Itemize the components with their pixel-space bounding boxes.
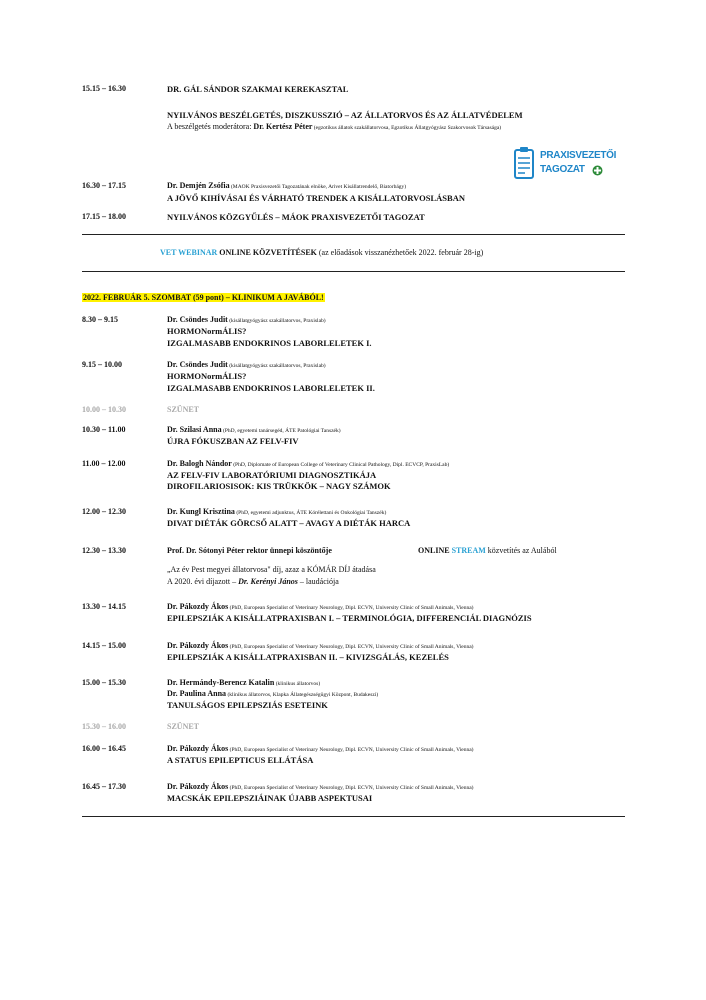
speaker-affiliation: (PhD, European Specialist of Veterinary Neurology, Dipl. ECVN, University Clinic of Small Animals, Vienna) <box>228 785 474 791</box>
speaker-name: Dr. Pákozdy Ákos <box>167 602 229 611</box>
clipboard-cross-icon <box>513 146 537 180</box>
session-title: NYILVÁNOS KÖZGYŰLÉS – MÁOK PRAXISVEZETŐI TAGOZAT <box>167 212 425 222</box>
speaker-name: Dr. Csöndes Judit <box>167 360 228 369</box>
speaker-line <box>167 181 406 190</box>
speaker-name: Dr. Pákozdy Ákos <box>167 744 229 753</box>
laudation-suffix: – laudációja <box>297 577 339 586</box>
online-label: ONLINE <box>418 546 452 555</box>
moderator-prefix: A beszélgetés moderátora: <box>167 122 254 131</box>
session-title: ÚJRA FÓKUSZBAN AZ FELV-FIV <box>167 436 299 446</box>
time-slot: 16.00 – 16.45 <box>82 744 126 753</box>
time-slot: 14.15 – 15.00 <box>82 641 126 650</box>
time-slot: 10.00 – 10.30 <box>82 405 126 414</box>
speaker-line <box>167 360 326 369</box>
webinar-label: WEBINAR <box>178 248 218 257</box>
session-title: DR. GÁL SÁNDOR SZAKMAI KEREKASZTAL <box>167 84 349 94</box>
speaker-affiliation: (PhD, European Specialist of Veterinary Neurology, Dipl. ECVN, University Clinic of Small Animals, Vienna) <box>228 605 474 611</box>
session-title: HORMONormÁLIS? <box>167 326 247 336</box>
speaker-line <box>167 507 386 516</box>
speaker-affiliation: (kisállatgyógyász szakállatorvos, Praxislab) <box>227 363 326 369</box>
session-title: HORMONormÁLIS? <box>167 371 247 381</box>
speaker-affiliation: (PhD, European Specialist of Veterinary Neurology, Dipl. ECVN, University Clinic of Small Animals, Vienna) <box>228 644 474 650</box>
speaker-line <box>167 641 473 650</box>
divider <box>82 816 625 817</box>
speaker-line <box>167 315 326 324</box>
time-slot: 15.15 – 16.30 <box>82 84 126 93</box>
session-title: A JÖVŐ KIHÍVÁSAI ÉS VÁRHATÓ TRENDEK A KISÁLLATORVOSLÁSBAN <box>167 193 465 203</box>
session-title: EPILEPSZIÁK A KISÁLLATPRAXISBAN II. – KIVIZSGÁLÁS, KEZELÉS <box>167 652 449 662</box>
session-title: TANULSÁGOS EPILEPSZIÁS ESETEINK <box>167 700 328 710</box>
award-line: „Az év Pest megyei állatorvosa" díj, azaz a KÓMÁR DÍJ átadása <box>167 565 376 574</box>
stream-location: közvetítés az Aulából <box>485 546 557 555</box>
time-slot: 12.30 – 13.30 <box>82 546 126 555</box>
time-slot: 16.45 – 17.30 <box>82 782 126 791</box>
plus-circle-icon <box>592 165 603 176</box>
speaker-line <box>167 678 320 687</box>
moderator-line <box>167 122 501 131</box>
speaker-name: Dr. Pákozdy Ákos <box>167 641 229 650</box>
laudation-prefix: A 2020. évi díjazott – <box>167 577 239 586</box>
online-stream-note <box>418 546 557 555</box>
time-slot: 16.30 – 17.15 <box>82 181 126 190</box>
time-slot: 17.15 – 18.00 <box>82 212 126 221</box>
speaker-line <box>167 425 341 434</box>
speaker-affiliation: (MAOK Praxisvezetői Tagozatának elnöke, Arivet Kisállatrendelő, Biatorbágy) <box>229 184 407 190</box>
speaker-affiliation: (PhD, European Specialist of Veterinary Neurology, Dipl. ECVN, University Clinic of Small Animals, Vienna) <box>228 747 474 753</box>
laureate-name: Dr. Kerényi János <box>238 577 298 586</box>
session-title: EPILEPSZIÁK A KISÁLLATPRAXISBAN I. – TERMINOLÓGIA, DIFFERENCIÁL DIAGNÓZIS <box>167 613 532 623</box>
speaker-affiliation: (PhD, Diplomate of European College of Veterinary Clinical Pathology, Dipl. ECVCP, PraxisLab) <box>231 462 450 468</box>
speaker-line <box>167 459 449 468</box>
session-title: DIROFILARIOSISOK: KIS TRÜKKÖK – NAGY SZÁMOK <box>167 481 391 491</box>
logo-line-1: PRAXISVEZETŐI <box>540 150 617 161</box>
session-title: A STATUS EPILEPTICUS ELLÁTÁSA <box>167 755 314 765</box>
break-label: SZÜNET <box>167 722 200 731</box>
webinar-rest: ONLINE KÖZVETÍTÉSEK <box>217 248 317 257</box>
session-title: NYILVÁNOS BESZÉLGETÉS, DISZKUSSZIÓ – AZ ÁLLATORVOS ÉS AZ ÁLLATVÉDELEM <box>167 110 523 120</box>
speaker-affiliation: (PhD, egyetemi adjunktus, ÁTE Kórélettani és Onkológiai Tanszék) <box>234 510 387 516</box>
laudation-line <box>167 577 339 586</box>
speaker-name: Dr. Paulina Anna <box>167 689 227 698</box>
session-title: DIVAT DIÉTÁK GÖRCSŐ ALATT – AVAGY A DIÉTÁK HARCA <box>167 518 411 528</box>
stream-label: STREAM <box>451 546 486 555</box>
webinar-note <box>160 248 483 257</box>
moderator-affiliation: (egzotikus állatok szakállatorvosa, Egzotikus Állatgyógyász Szakorvosok Társasága) <box>312 125 502 131</box>
time-slot: 12.00 – 12.30 <box>82 507 126 516</box>
time-slot: 13.30 – 14.15 <box>82 602 126 611</box>
day-header <box>82 293 325 302</box>
day-header-text: 2022. FEBRUÁR 5. SZOMBAT (59 pont) – KLINIKUM A JAVÁBÓL! <box>83 293 324 302</box>
speaker-affiliation: (kisállatgyógyász szakállatorvos, Praxislab) <box>227 318 326 324</box>
session-title: IZGALMASABB ENDOKRINOS LABORLELETEK I. <box>167 338 372 348</box>
speaker-line: Prof. Dr. Sótonyi Péter rektor ünnepi köszöntője <box>167 546 332 555</box>
speaker-name: Dr. Csöndes Judit <box>167 315 228 324</box>
speaker-name: Dr. Szilasi Anna <box>167 425 222 434</box>
praxisvezetoi-tagozat-logo <box>513 146 617 180</box>
speaker-name: Dr. Kungl Krisztina <box>167 507 235 516</box>
speaker-affiliation: (klinikus állatorvos, Klapka Állategészségügyi Központ, Budakeszi) <box>226 692 379 698</box>
speaker-affiliation: (PhD, egyetemi tanársegéd, ÁTE Patológiai Tanszék) <box>221 428 341 434</box>
speaker-name: Dr. Balogh Nándor <box>167 459 232 468</box>
session-title: IZGALMASABB ENDOKRINOS LABORLELETEK II. <box>167 383 375 393</box>
time-slot: 9.15 – 10.00 <box>82 360 122 369</box>
webinar-replay-note: (az előadások visszanézhetőek 2022. február 28-ig) <box>316 248 484 257</box>
session-title: AZ FELV-FIV LABORATÓRIUMI DIAGNOSZTIKÁJA <box>167 470 377 480</box>
speaker-name: Dr. Demjén Zsófia <box>167 181 230 190</box>
time-slot: 15.00 – 15.30 <box>82 678 126 687</box>
session-title: MACSKÁK EPILEPSZIÁINAK ÚJABB ASPEKTUSAI <box>167 793 373 803</box>
speaker-name: Dr. Hermándy-Berencz Katalin <box>167 678 275 687</box>
divider <box>82 271 625 272</box>
moderator-name: Dr. Kertész Péter <box>253 122 313 131</box>
time-slot: 10.30 – 11.00 <box>82 425 126 434</box>
divider <box>82 234 625 235</box>
speaker-line <box>167 689 378 698</box>
speaker-name: Dr. Pákozdy Ákos <box>167 782 229 791</box>
speaker-line <box>167 602 473 611</box>
speaker-line <box>167 782 473 791</box>
time-slot: 8.30 – 9.15 <box>82 315 118 324</box>
speaker-line <box>167 744 473 753</box>
webinar-vet: VET <box>160 248 179 257</box>
time-slot: 15.30 – 16.00 <box>82 722 126 731</box>
time-slot: 11.00 – 12.00 <box>82 459 126 468</box>
speaker-affiliation: (klinikus állatorvos) <box>274 681 321 687</box>
break-label: SZÜNET <box>167 405 200 414</box>
logo-line-2: TAGOZAT <box>540 164 585 175</box>
